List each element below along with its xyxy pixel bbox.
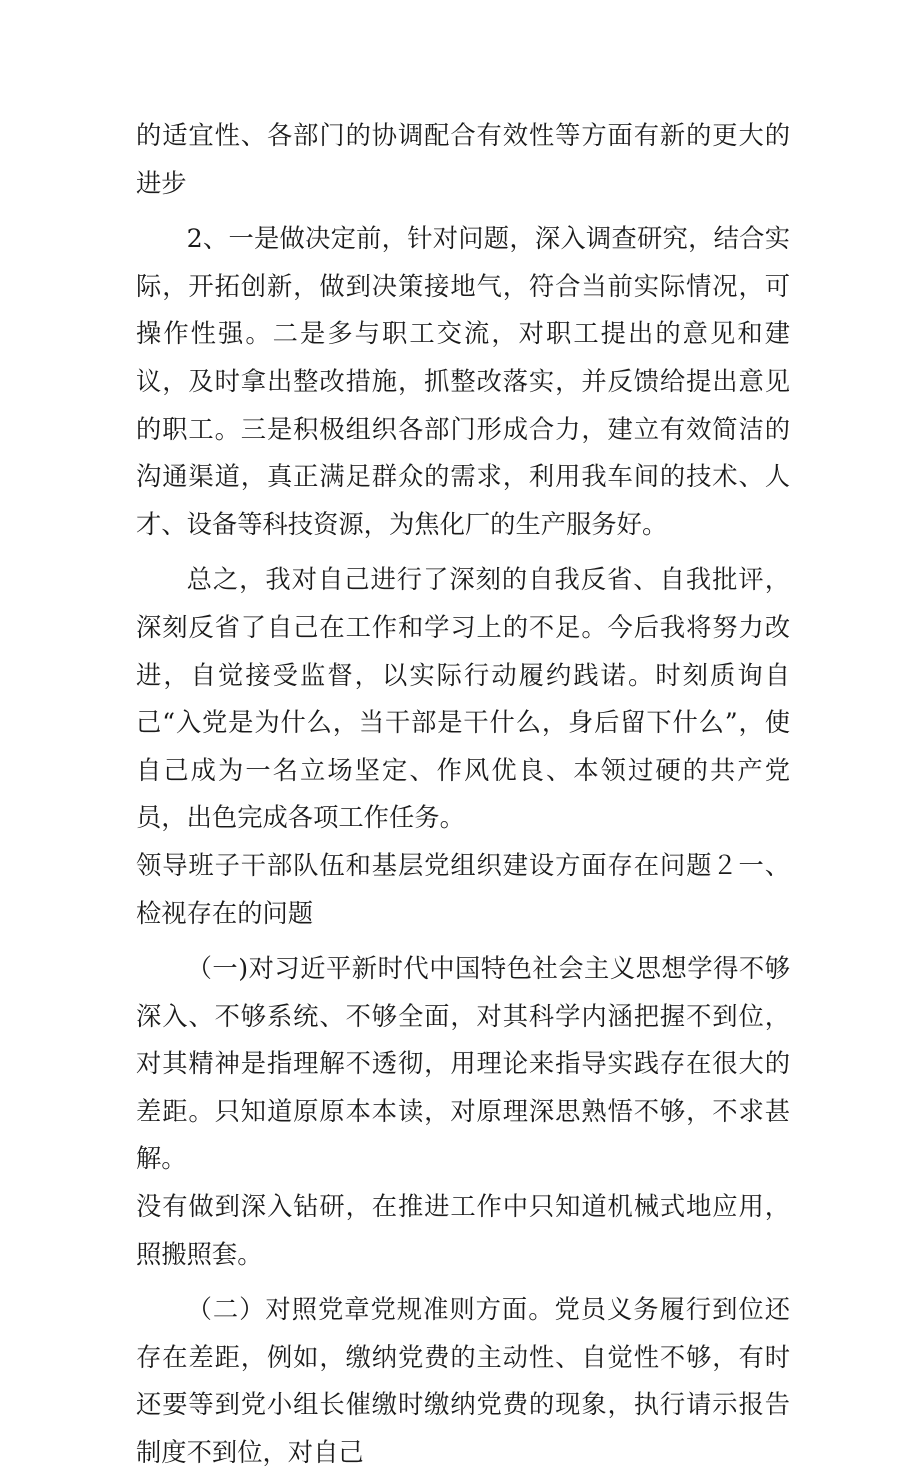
paragraph-issue-one-cont: 没有做到深入钻研，在推进工作中只知道机械式地应用，照搬照套。 [136, 1192, 790, 1269]
document-body [136, 112, 790, 1477]
paragraph-issue-one: （一)对习近平新时代中国特色社会主义思想学得不够深入、不够系统、不够全面，对其科学内涵把握不到位，对其精神是指理解不透彻，用理论来指导实践存在很大的差距。只知道原原本本读，对原理深思熟悟不够，不求甚解。 [136, 954, 790, 1174]
paragraph-continuation: 的适宜性、各部门的协调配合有效性等方面有新的更大的进步 [136, 121, 790, 198]
section-heading: 领导班子干部队伍和基层党组织建设方面存在问题２一、检视存在的问题 [136, 850, 790, 928]
paragraph-measures: 2、一是做决定前，针对问题，深入调查研究，结合实际，开拓创新，做到决策接地气，符合当前实际情况，可操作性强。二是多与职工交流，对职工提出的意见和建议，及时拿出整改措施，抓整改落实，并反馈给提出意见的职工。三是积极组织各部门形成合力，建立有效简洁的沟通渠道，真正满足群众的需求，利用我车间的技术、人才、设备等科技资源，为焦化厂的生产服务好。 [136, 224, 790, 539]
paragraph-summary: 总之，我对自己进行了深刻的自我反省、自我批评，深刻反省了自己在工作和学习上的不足。今后我将努力改进，自觉接受监督，以实际行动履约践诺。时刻质询自己“入党是为什么，当干部是干什么，身后留下什么”，使自己成为一名立场坚定、作风优良、本领过硬的共产党员，出色完成各项工作任务。 [136, 565, 790, 833]
paragraph-issue-two: （二）对照党章党规准则方面。党员义务履行到位还存在差距，例如，缴纳党费的主动性、自觉性不够，有时还要等到党小组长催缴时缴纳党费的现象，执行请示报告制度不到位，对自己 [136, 1295, 790, 1468]
